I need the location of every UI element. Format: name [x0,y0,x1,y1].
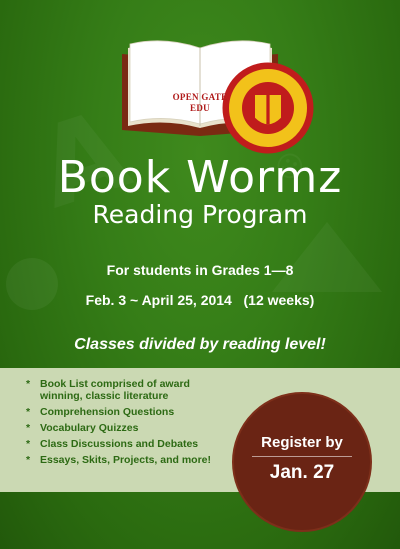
brand-name-line2: EDU [190,103,210,113]
register-date: Jan. 27 [269,462,335,483]
feature-text: Class Discussions and Debates [40,438,199,450]
register-badge [232,392,372,532]
dates-text: Feb. 3 ~ April 25, 2014 (12 weeks) [85,292,315,308]
feature-list [26,378,226,470]
asterisk-bullet-icon: * [26,422,31,434]
asterisk-bullet-icon: * [26,406,31,418]
feature-text: Book List comprised of award winning, classic literature [40,378,190,402]
list-item [26,438,226,450]
open-book-icon [118,34,282,138]
list-item [26,454,226,466]
asterisk-bullet-icon: * [26,378,31,390]
audience-text: For students in Grades 1—8 [106,262,294,278]
program-subtitle: Reading Program [92,200,308,229]
list-item [26,378,226,402]
program-title: Book Wormz [57,152,343,203]
list-item [26,406,226,418]
asterisk-bullet-icon: * [26,438,31,450]
feature-text: Vocabulary Quizzes [40,422,139,434]
register-divider [252,456,352,457]
list-item [26,422,226,434]
feature-text: Comprehension Questions [40,406,175,418]
feature-text: Essays, Skits, Projects, and more! [40,454,211,466]
decorative-triangle [272,222,382,292]
tagline-text: Classes divided by reading level! [74,336,326,353]
register-label: Register by [261,434,343,451]
asterisk-bullet-icon: * [26,454,31,466]
brand-name-line1: OPEN GATE [172,92,228,102]
